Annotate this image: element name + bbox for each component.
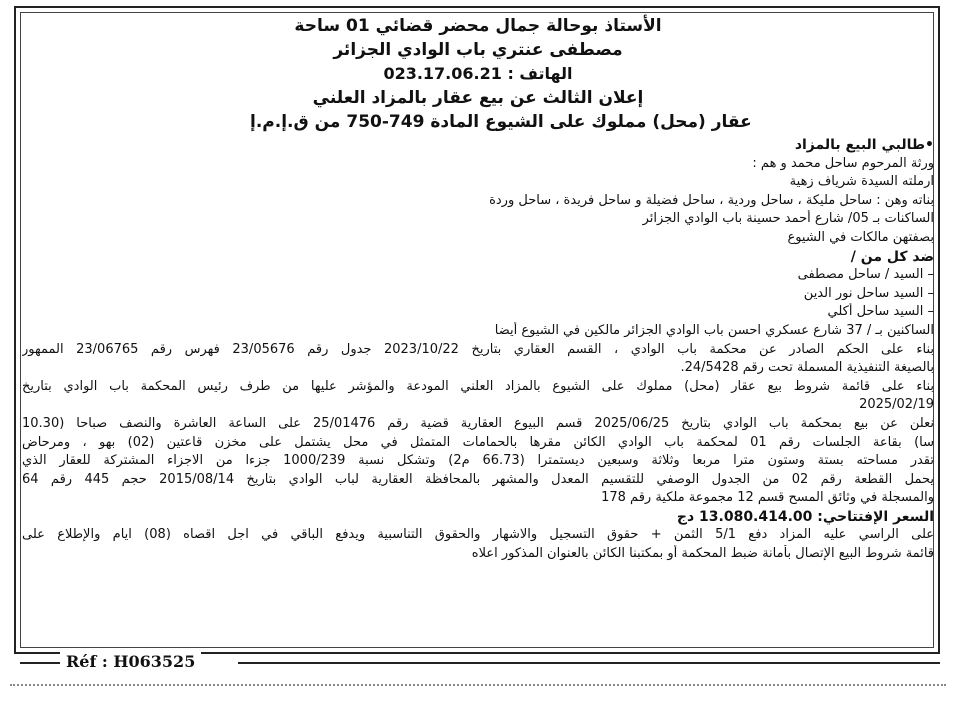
body-line: يحمل القطعة رقم 02 من الجدول الوصفي للتقسيم المعدل والمشهر بالمحافظة العقارية لباب الوادي بتاريخ 2015/08/14 حجم 445 رقم 64	[22, 471, 934, 487]
announcement-title: إعلان الثالث عن بيع عقار بالمزاد العلني	[312, 88, 644, 108]
body-line: – السيد ساحل نور الدين	[803, 285, 934, 301]
body-line: قائمة شروط البيع الإتصال بأمانة ضبط المحكمة أو بمكتبنا الكائن بالعنوان المذكور اعلاه	[471, 546, 934, 562]
bailiff-address: مصطفى عنتري باب الوادي الجزائر	[333, 40, 623, 60]
body-line: والمسجلة في وثائق المسح قسم 12 مجموعة ملكية رقم 178	[601, 490, 934, 506]
bailiff-name: الأستاذ بوحالة جمال محضر قضائي 01 ساحة	[294, 16, 662, 36]
bailiff-phone: الهاتف : 023.17.06.21	[383, 64, 573, 83]
section-heading-sellers: •طالبي البيع بالمزاد	[794, 137, 934, 153]
body-line: بناء على الحكم الصادر عن محكمة باب الوادي ، القسم العقاري بتاريخ 2023/10/22 جدول رقم 23/05676 فهرس رقم 23/06765 الممهور	[22, 341, 934, 357]
body-line: نعلن عن بيع بمحكمة باب الوادي بتاريخ 2025/06/25 قسم البيوع العقارية قضية رقم 25/01476 على الساعة العاشرة والنصف صباحا (10.30	[22, 415, 934, 431]
body-line: بالصيغة التنفيذية المسملة تحت رقم 24/5428.	[680, 360, 934, 376]
dotted-separator	[10, 684, 946, 686]
body-line: ورثة المرحوم ساحل محمد و هم :	[752, 155, 934, 171]
body-line: ارملته السيدة شرياف زهية	[789, 174, 934, 190]
announcement-body	[22, 136, 934, 564]
ref-rule-right	[238, 662, 940, 664]
body-line: بناء على قائمة شروط بيع عقار (محل) مملوك على الشيوع بالمزاد العلني المودعة والمؤشر عليها من طرف رئيس المحكمة باب الوادي بتاريخ	[22, 378, 934, 394]
section-heading-against: ضد كل من /	[850, 248, 934, 265]
announcement-header	[20, 14, 936, 134]
body-line: الساكنين بـ / 37 شارع عسكري احسن باب الوادي الجزائر مالكين في الشيوع أيضا	[494, 322, 934, 338]
reference-number: Réf : H063525	[60, 652, 201, 671]
announcement-subtitle: عقار (محل) مملوك على الشيوع المادة 749-750 من ق.إ.م.إ	[250, 112, 752, 132]
body-line: تقدر مساحته بستة وستون مترا مربعا وثلاثة وسبعين ديستمترا (66.73 م2) وتشكل نسبة 1000/239 جزءا من الاجزاء المشتركة للعقار الذي	[22, 453, 934, 469]
ref-rule-left	[20, 662, 60, 664]
body-line: – السيد / ساحل مصطفى	[797, 267, 934, 283]
opening-price: السعر الإفتتاحي: 13.080.414.00 دج	[676, 508, 934, 525]
body-line: بصفتهن مالكات في الشيوع	[787, 229, 934, 245]
body-line: – السيد ساحل أكلي	[827, 304, 934, 320]
body-line: بناته وهن : ساحل مليكة ، ساحل وردية ، ساحل فضيلة و ساحل فريدة ، ساحل وردة	[489, 192, 934, 208]
body-line: الساكنات بـ 05/ شارع أحمد حسينة باب الوادي الجزائر	[642, 211, 934, 227]
body-line: على الراسي عليه المزاد دفع 5/1 الثمن + حقوق التسجيل والاشهار والحقوق التناسبية ويدفع الباقي في اجل اقصاه (08) ايام والإطلاع على	[22, 527, 934, 543]
body-line: 2025/02/19	[859, 397, 934, 413]
body-line: سا) بقاعة الجلسات رقم 01 لمحكمة باب الوادي الكائن مقرها بالحمامات المتمثل في محل يشتمل على مخزن قاعتين (02) بهو ، ومرحاض	[22, 434, 934, 450]
